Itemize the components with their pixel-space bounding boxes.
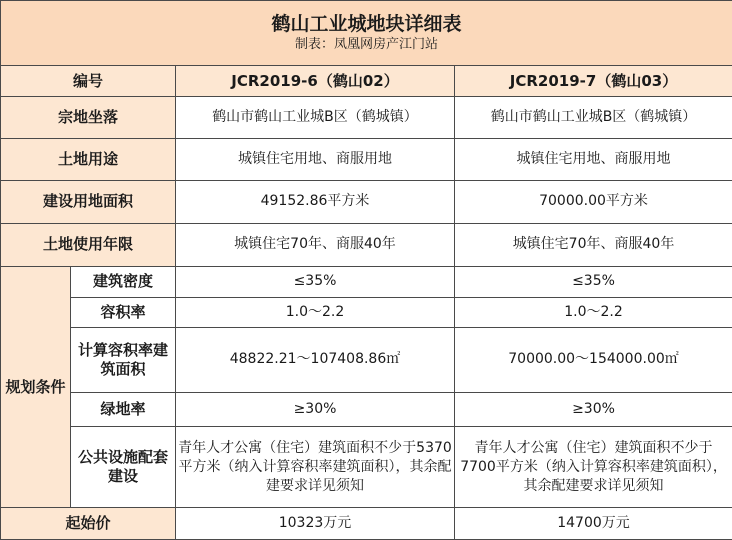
- cell-lot2-far: 1.0～2.2: [455, 297, 732, 328]
- row-label-density: 建筑密度: [71, 266, 176, 297]
- cell-lot1-density: ≤35%: [176, 266, 455, 297]
- table-row: [1, 223, 732, 266]
- row-label-use: 土地用途: [1, 139, 176, 181]
- cell-lot2-area: 70000.00平方米: [455, 180, 732, 223]
- row-label-term: 土地使用年限: [1, 223, 176, 266]
- row-label-far-area: 计算容积率建筑面积: [71, 328, 176, 392]
- cell-lot2-location: 鹤山市鹤山工业城B区（鹤城镇）: [455, 97, 732, 139]
- table-row: [1, 139, 732, 181]
- cell-lot1-use: 城镇住宅用地、商服用地: [176, 139, 455, 181]
- table-row: [1, 297, 732, 328]
- cell-lot1-location: 鹤山市鹤山工业城B区（鹤城镇）: [176, 97, 455, 139]
- table-title: 鹤山工业城地块详细表: [271, 13, 462, 36]
- table-row: [1, 427, 732, 508]
- cell-lot1-far-area: 48822.21～107408.86㎡: [176, 328, 455, 392]
- cell-lot2-term: 城镇住宅70年、商服40年: [455, 223, 732, 266]
- cell-lot2-start-price: 14700万元: [455, 508, 732, 540]
- cell-lot1-term: 城镇住宅70年、商服40年: [176, 223, 455, 266]
- table-row: [1, 508, 732, 540]
- column-lot1-code: JCR2019-6（鹤山02）: [176, 66, 455, 97]
- cell-lot2-use: 城镇住宅用地、商服用地: [455, 139, 732, 181]
- table-subtitle: 制表：凤凰网房产江门站: [295, 37, 439, 53]
- table-row: [1, 66, 732, 97]
- cell-lot2-far-area: 70000.00～154000.00㎡: [455, 328, 732, 392]
- row-label-green: 绿地率: [71, 392, 176, 427]
- cell-lot1-facilities: 青年人才公寓（住宅）建筑面积不少于5370平方米（纳入计算容积率建筑面积），其余配建要求详见须知: [176, 427, 455, 508]
- row-label-area: 建设用地面积: [1, 180, 176, 223]
- row-label-start-price: 起始价: [1, 508, 176, 540]
- row-label-facilities: 公共设施配套建设: [71, 427, 176, 508]
- table-row: [1, 392, 732, 427]
- table-row: [1, 180, 732, 223]
- column-lot2-code: JCR2019-7（鹤山03）: [455, 66, 732, 97]
- cell-lot1-area: 49152.86平方米: [176, 180, 455, 223]
- cell-lot2-facilities: 青年人才公寓（住宅）建筑面积不少于7700平方米（纳入计算容积率建筑面积），其余配建要求详见须知: [455, 427, 732, 508]
- row-label-location: 宗地坐落: [1, 97, 176, 139]
- table-header: [1, 1, 732, 66]
- row-label-code: 编号: [1, 66, 176, 97]
- table-row: [1, 328, 732, 392]
- table-row: [1, 97, 732, 139]
- cell-lot1-far: 1.0～2.2: [176, 297, 455, 328]
- cell-lot1-green: ≥30%: [176, 392, 455, 427]
- row-label-planning: 规划条件: [1, 266, 71, 507]
- cell-lot2-density: ≤35%: [455, 266, 732, 297]
- row-label-far: 容积率: [71, 297, 176, 328]
- cell-lot1-start-price: 10323万元: [176, 508, 455, 540]
- cell-lot2-green: ≥30%: [455, 392, 732, 427]
- table-row: [1, 266, 732, 297]
